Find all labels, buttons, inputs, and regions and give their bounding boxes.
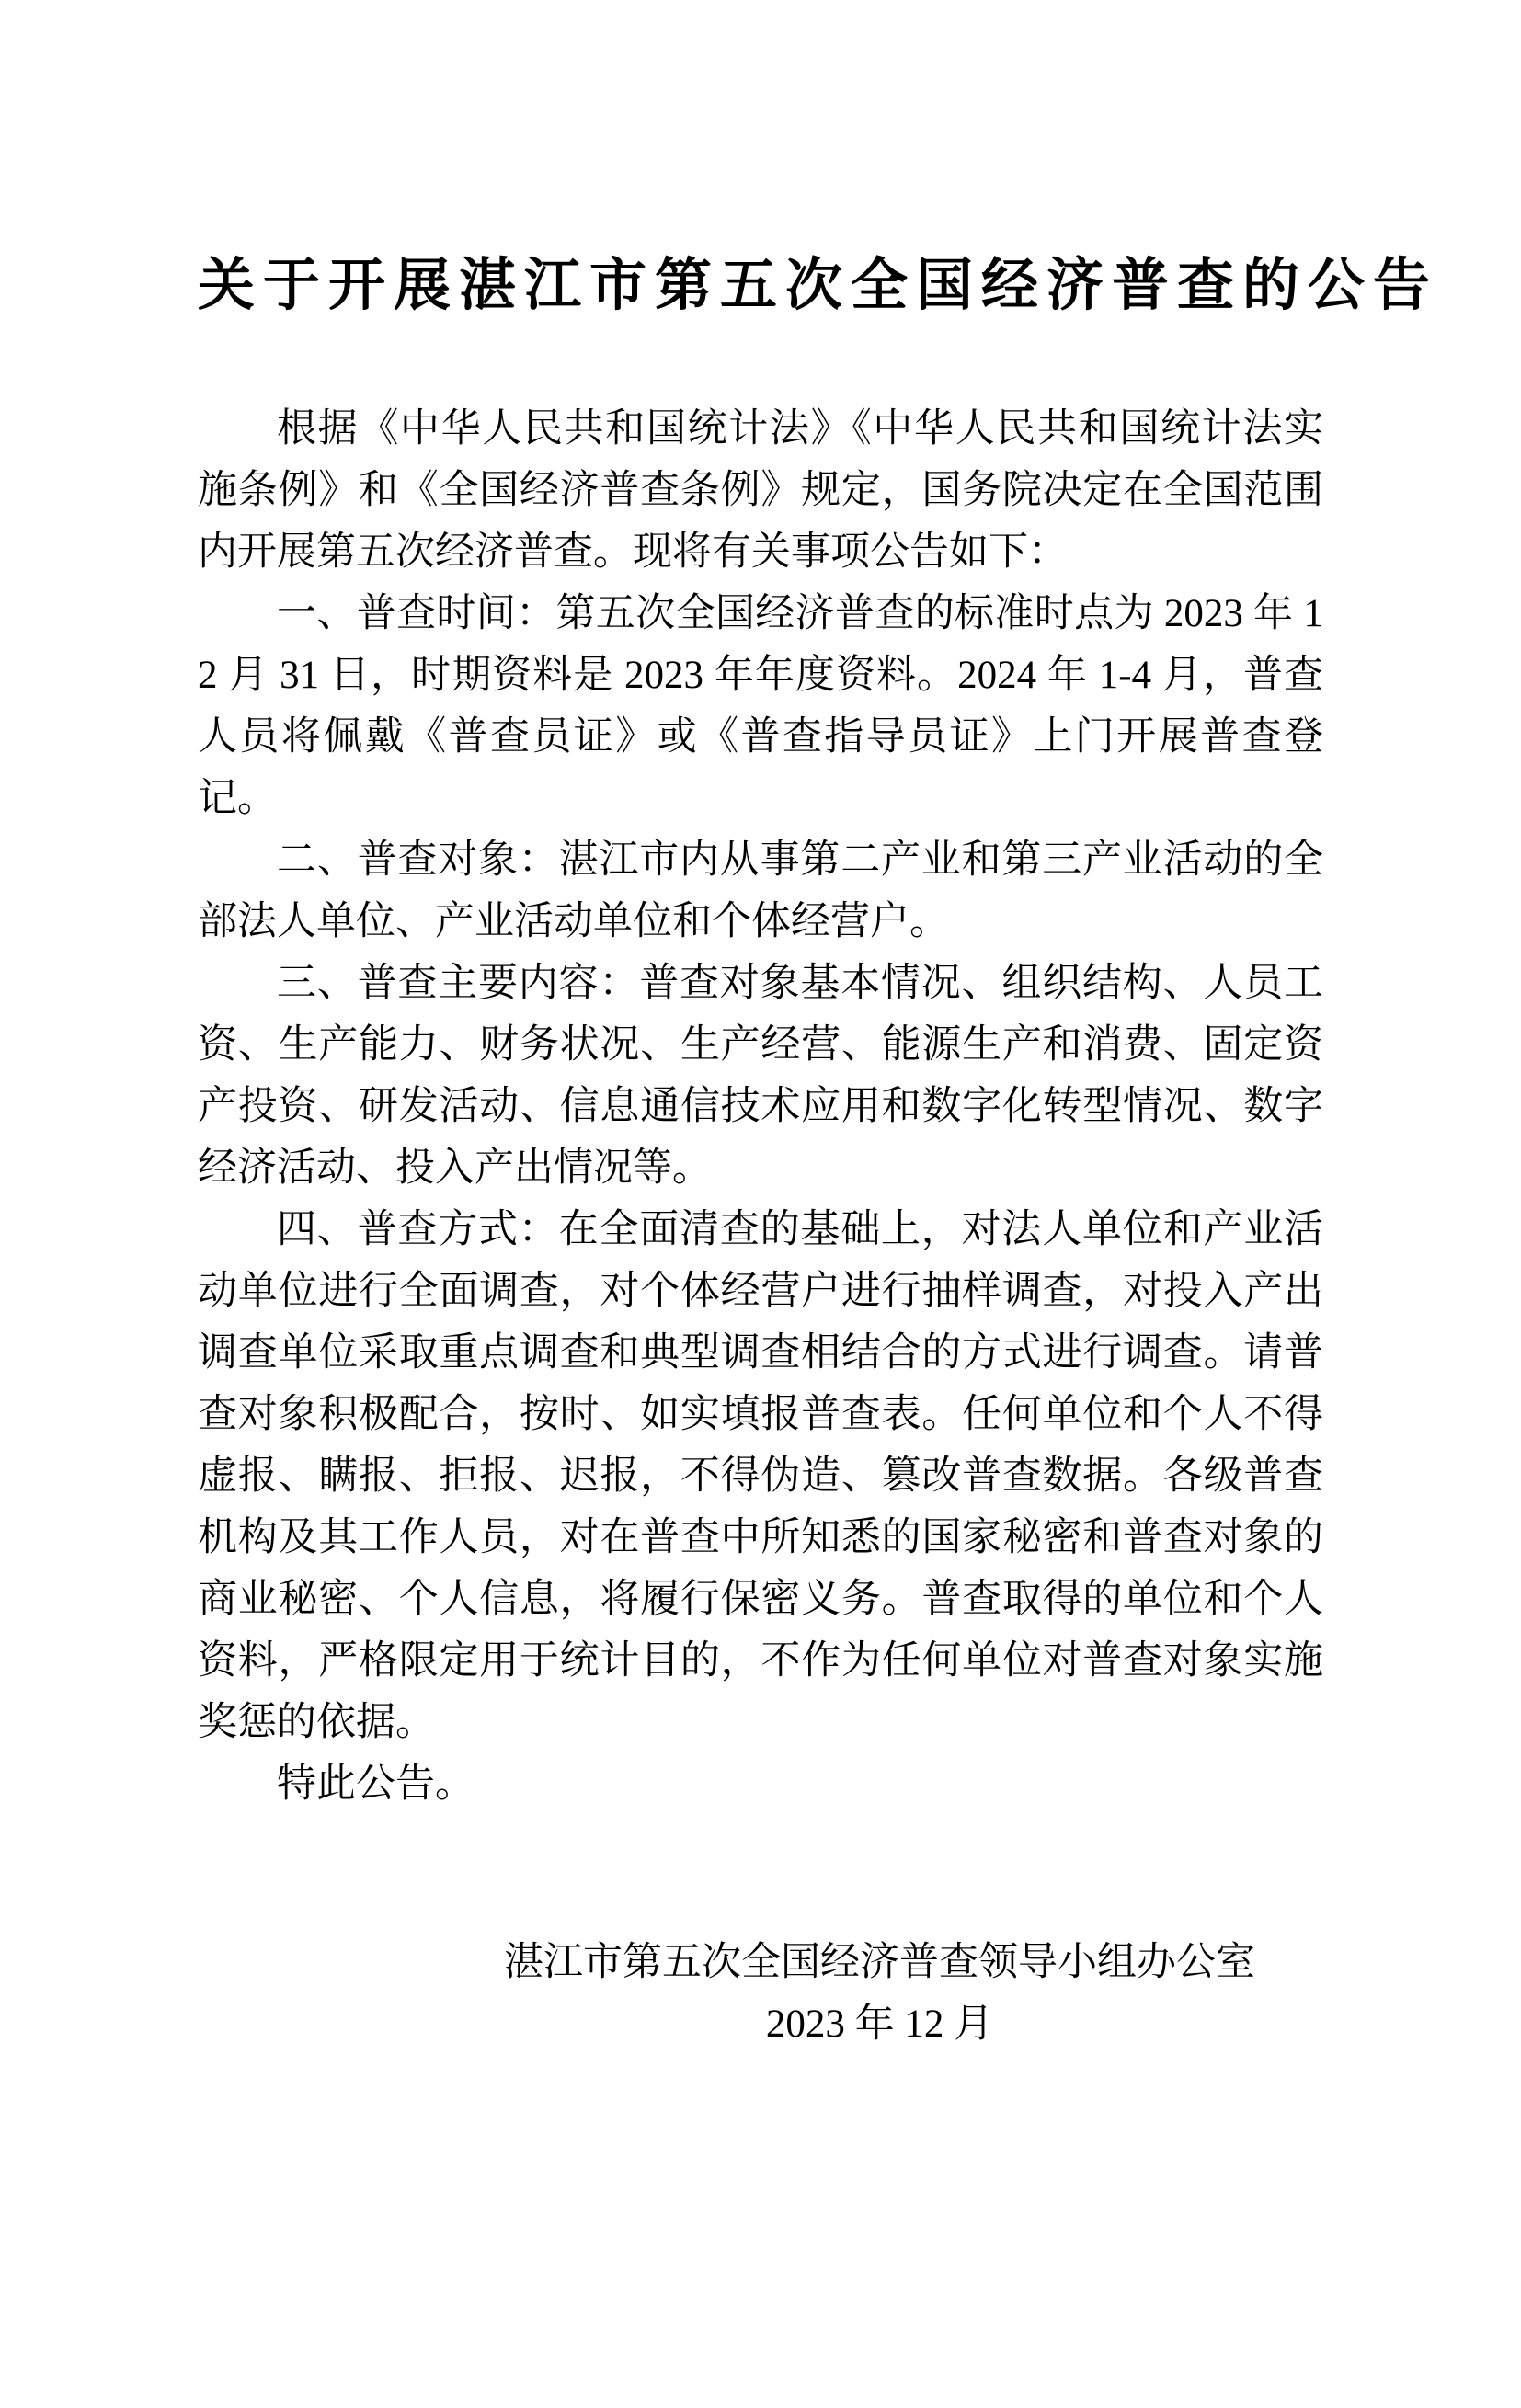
paragraph: 根据《中华人民共和国统计法》《中华人民共和国统计法实施条例》和《全国经济普查条例》规定，国务院决定在全国范围内开展第五次经济普查。现将有关事项公告如下： (198, 407, 1323, 574)
signature-date: 2023 年 12 月 (765, 2003, 994, 2046)
announcement-page (0, 257, 1521, 2408)
paragraph: 特此公告。 (277, 1763, 475, 1806)
signature-org: 湛江市第五次全国经济普查领导小组办公室 (504, 1941, 1255, 1984)
signature-block (504, 1932, 1255, 2055)
paragraph: 一、普查时间：第五次全国经济普查的标准时点为 2023 年 12 月 31 日，时期资料是 2023 年年度资料。2024 年 1-4 月，普查人员将佩戴《普查员证》或《普查指导员证》上门开展普查登记。 (198, 592, 1323, 820)
paragraph: 四、普查方式：在全面清查的基础上，对法人单位和产业活动单位进行全面调查，对个体经营户进行抽样调查，对投入产出调查单位采取重点调查和典型调查相结合的方式进行调查。请普查对象积极配合，按时、如实填报普查表。任何单位和个人不得虚报、瞒报、拒报、迟报，不得伪造、篡改普查数据。各级普查机构及其工作人员，对在普查中所知悉的国家秘密和普查对象的商业秘密、个人信息，将履行保密义务。普查取得的单位和个人资料，严格限定用于统计目的，不作为任何单位对普查对象实施奖惩的依据。 (198, 1208, 1323, 1744)
document-body (198, 398, 1323, 1815)
paragraph: 二、普查对象：湛江市内从事第二产业和第三产业活动的全部法人单位、产业活动单位和个体经营户。 (198, 839, 1323, 943)
paragraph: 三、普查主要内容：普查对象基本情况、组织结构、人员工资、生产能力、财务状况、生产经营、能源生产和消费、固定资产投资、研发活动、信息通信技术应用和数字化转型情况、数字经济活动、投入产出情况等。 (198, 962, 1323, 1190)
document-title: 关于开展湛江市第五次全国经济普查的公告 (198, 255, 1439, 317)
